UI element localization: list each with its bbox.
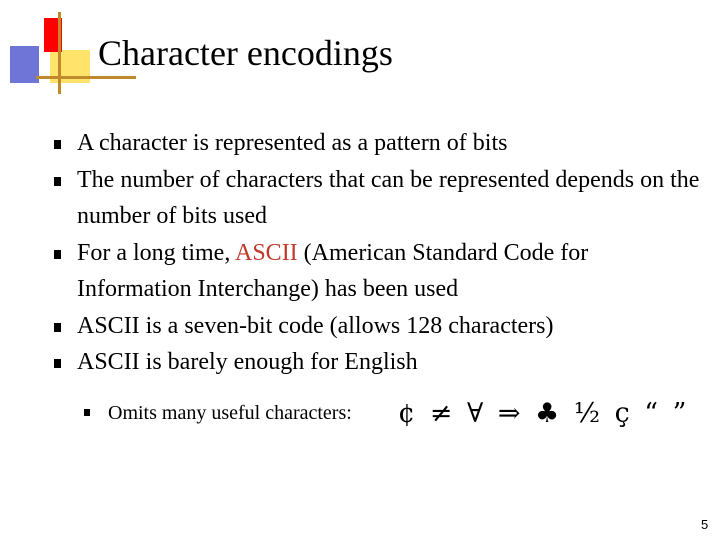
bullet-text: A character is represented as a pattern of bits: [77, 130, 508, 156]
bullet-marker: [54, 250, 61, 259]
bullet-text-tail: (American Standard Code for Information Interchange) has been used: [77, 239, 589, 302]
special-characters: ¢ ≠ ∀ ⇒ ♣ ½ ç “ ”: [398, 398, 690, 429]
bullet-marker: [54, 359, 61, 368]
bullet-text: The number of characters that can be represented depends on the number of bits used: [77, 166, 700, 229]
sub-bullet-marker: [84, 409, 90, 416]
bullet-item: [48, 308, 708, 345]
bullet-marker: [54, 140, 61, 149]
slide-title: Character encodings: [98, 33, 393, 73]
bullet-marker: [54, 177, 61, 186]
bullet-list: [48, 125, 708, 381]
page-number: 5: [701, 517, 709, 532]
ornament-horizontal-line: [36, 76, 136, 79]
bullet-text: ASCII is a seven-bit code (allows 128 characters): [77, 312, 554, 339]
ornament-blue-square: [10, 46, 39, 83]
bullet-text-lead: For a long time,: [77, 239, 235, 266]
bullet-marker: [54, 323, 61, 332]
sub-bullet-text: Omits many useful characters:: [108, 402, 352, 424]
bullet-item: [48, 235, 708, 308]
ascii-highlight: ASCII: [235, 239, 298, 266]
bullet-item: [48, 125, 708, 162]
ornament-vertical-line: [58, 12, 61, 94]
bullet-item: [48, 162, 708, 235]
bullet-item: [48, 344, 708, 381]
bullet-text: ASCII is barely enough for English: [77, 349, 418, 375]
